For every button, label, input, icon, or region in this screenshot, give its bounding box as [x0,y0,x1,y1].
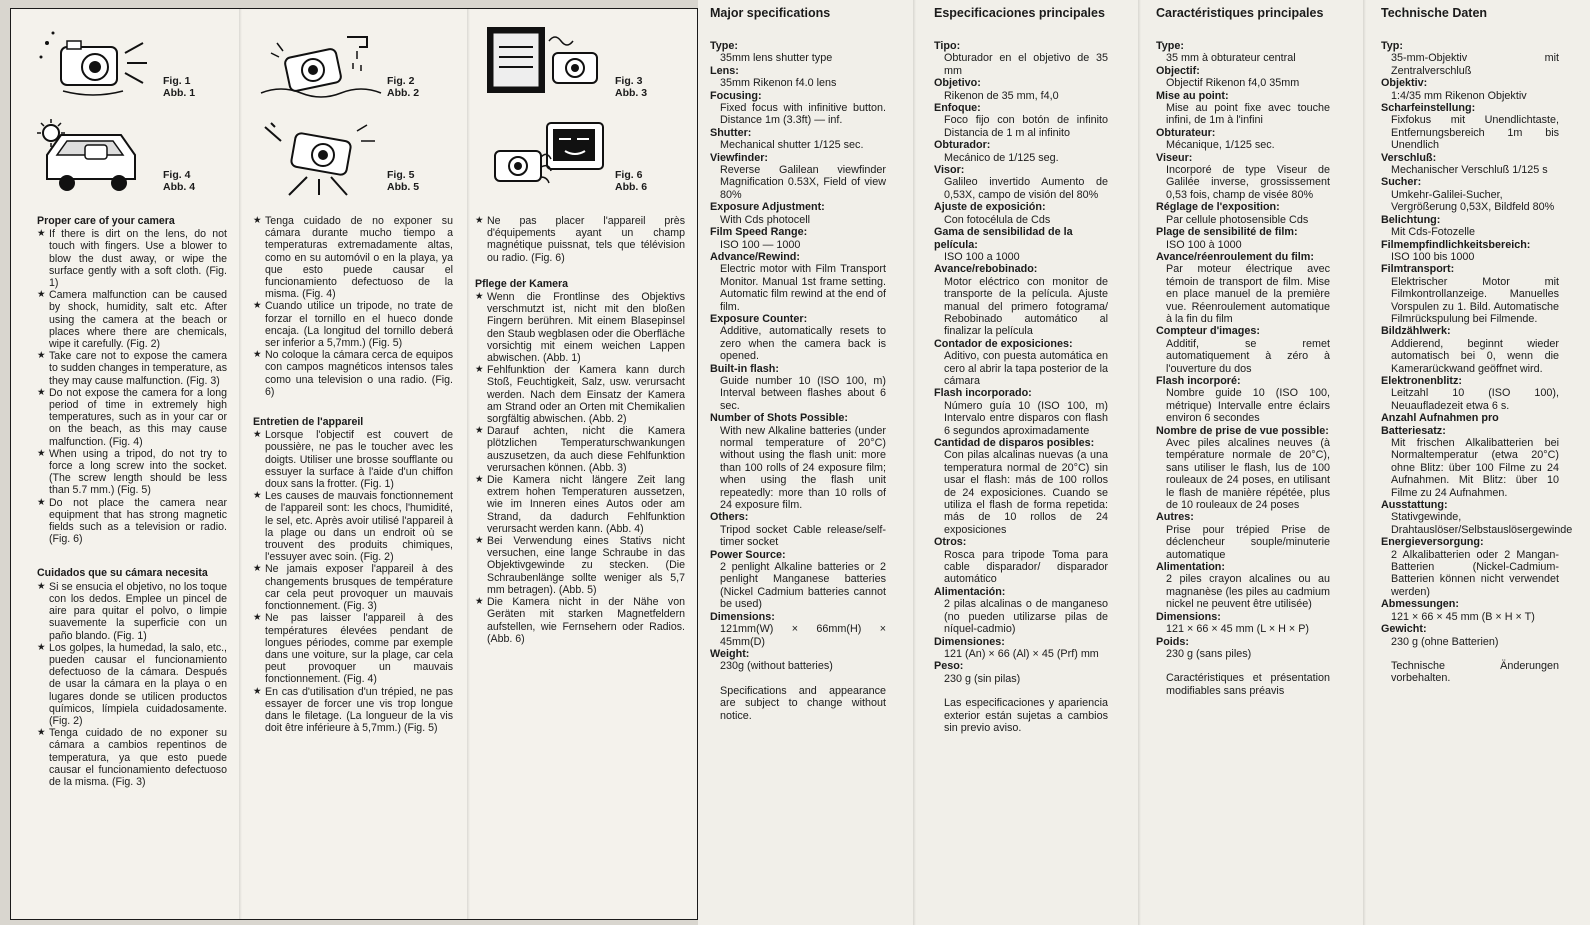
camera-magnetic-field-icon [485,117,611,197]
spec-row [710,549,886,611]
spec-row [1156,201,1330,226]
care-item: ★ Ne pas placer l'appareil près d'équipements ayant un champ magnétique puissnat, tels que télévision ou radio. (Fig. 6) [475,215,685,264]
spec-row [934,226,1108,263]
spec-row [1156,152,1330,202]
section-heading: Entretien de l'appareil [253,416,364,429]
care-item: ★ Los golpes, la humedad, la salo, etc., pueden causar el funcionamiento defectuoso de la cámara. Después de usar la cámara en la playa o en lugares donde se utilicen productos químicos, límpiela cuidadosamente. (Fig. 2) [37,642,227,727]
spec-value: Stativgewinde, Drahtauslöser/Selbstauslösergewinde [1391,511,1573,536]
spec-value: Additif, se remet automatiquement à zéro à l'ouverture du dos [1166,337,1330,375]
spec-label: Type: [1156,40,1184,52]
spec-value: 35mm Rikenon f4.0 lens [720,77,837,90]
spec-label: Power Source: [710,548,786,561]
spec-value: Fixfokus mit Unendlichtaste, Entfernungsbereich 1m bis Unendlich [1391,114,1559,152]
spec-label: Energieversorgung: [1381,536,1484,549]
figure-caption [615,169,647,193]
spec-row [934,387,1108,437]
spec-row [934,77,1108,102]
spec-label: Weight: [710,647,750,660]
spec-note: Las especificaciones y apariencia exterior están sujetas a cambios sin previo aviso. [944,697,1108,734]
spec-row [1381,412,1559,499]
figure-2 [239,17,449,111]
care-item: ★ Lorsque l'objectif est couvert de poussière, ne pas le toucher avec les doigts. Utiliser une brosse soufflante ou essuyer la surface à l'aide d'un chiffon doux sans la frotter. (Fig. 1) [253,429,453,490]
spec-label: Nombre de prise de vue possible: [1156,424,1329,437]
spec-label: Film Speed Range: [710,226,808,239]
spec-value: 121 × 66 × 45 mm (B × H × T) [1391,610,1535,623]
spec-label: Verschluß: [1381,151,1437,164]
spec-value: Mechanical shutter 1/125 sec. [720,139,864,152]
spec-row [1156,65,1330,90]
spec-label: Sucher: [1381,176,1422,189]
spec-value: Con pilas alcalinas nuevas (a una temperatura normal de 20°C) sin usar el flash: más de 100 rollos de 24 exposiciones. Cuando se utiliza el flash de forma repetida: más de 10 rollos de 24 exposiciones [944,449,1108,536]
spec-row [934,536,1108,586]
spec-row [1156,561,1330,611]
care-column-1 [37,215,227,802]
spec-value: 121mm(W) × 66mm(H) × 45mm(D) [720,623,886,648]
spec-label: Obturateur: [1156,126,1216,139]
spec-value: Mécanique, 1/125 sec. [1166,139,1275,152]
spec-label: Avance/réenroulement du film: [1156,250,1314,263]
care-item: ★ Ne pas laisser l'appareil à des températures élevées pendant de longues périodes, comme par exemple dans une voiture, sur la plage, car cela peut provoquer un mauvais fonctionnement. (Fig. 4) [253,612,453,685]
fold-line [913,0,916,925]
spec-column-en [710,6,886,722]
spec-label: Ausstattung: [1381,499,1448,512]
spec-row [1156,375,1330,425]
spec-label: Peso: [934,660,964,673]
figure-label: Fig. 2 [387,75,415,87]
spec-value: Tripod socket Cable release/self-timer socket [720,523,886,549]
spec-label: Bildzählwerk: [1381,325,1451,338]
spec-label: Flash incorporé: [1156,374,1241,387]
section-heading: Cuidados que su cámara necesita [37,567,208,580]
spec-label: Tipo: [934,40,961,52]
spec-label: Flash incorporado: [934,387,1032,400]
spec-label: Compteur d'images: [1156,325,1260,338]
spec-value: 1:4/35 mm Rikenon Objektiv [1391,89,1527,102]
spec-row [1156,90,1330,127]
spec-label: Mise au point: [1156,89,1229,102]
spec-row [710,65,886,90]
spec-value: 2 piles crayon alcalines ou au magnanèse (les piles au cadmium nickel ne peuvent être utilisée) [1166,573,1330,611]
spec-value: Prise pour trépied Prise de déclencheur souple/minuterie automatique [1166,523,1330,561]
spec-value: Mise au point fixe avec touche infini, de 1m à l'infini [1166,102,1330,127]
spec-label: Cantidad de disparos posibles: [934,437,1095,449]
spec-label: Contador de exposiciones: [934,337,1073,350]
figure-4 [15,111,225,205]
camera-water-icon [257,23,383,103]
spec-value: Rikenon de 35 mm, f4,0 [944,89,1059,102]
spec-row [1381,375,1559,412]
spec-value: 2 pilas alcalinas o de manganeso (no pueden utilizarse pilas de níquel-cadmio) [944,598,1108,636]
spec-label: Dimensions: [1156,610,1221,623]
figure-sublabel: Abb. 1 [163,87,196,99]
spec-note: Technische Änderungen vorbehalten. [1391,659,1559,685]
figure-caption [163,75,195,99]
spec-value: Rosca para tripode Toma para cable disparador/ disparador automático [944,548,1108,586]
spec-value: With Cds photocell [720,213,811,226]
spec-label: Filmempfindlichkeitsbereich: [1381,238,1531,251]
spec-list [1381,40,1573,648]
spec-value: Fixed focus with infinitive button. Distance 1m (3.3ft) — inf. [720,102,886,127]
figure-5 [239,111,449,205]
spec-label: Objektiv: [1381,77,1428,90]
care-item: ★ En cas d'utilisation d'un trépied, ne pas essayer de forcer une vis trop longue dans le filetage. (La longueur de la vis doit être inférieure à 5,7mm.) (Fig. 5) [253,686,453,735]
care-item: ★ Camera malfunction can be caused by shock, humidity, salt etc. After using the camera at the beach or places where there are chemicals, wipe it carefully. (Fig. 2) [37,289,227,350]
spec-value: Galileo invertido Aumento de 0,53X, campo de visión del 80% [944,176,1108,201]
section-heading: Pflege der Kamera [475,277,569,290]
spec-value: Foco fijo con botón de infinito Distancia de 1 m al infinito [944,114,1108,139]
spec-column-es [934,6,1108,734]
figure-label: Fig. 3 [615,75,643,87]
spec-label: Alimentación: [934,585,1006,598]
spec-row [1381,239,1559,264]
spec-value: Addierend, beginnt wieder automatisch bei 0, wenn die Kamerarückwand geöffnet wird. [1391,337,1559,375]
spec-value: 230g (without batteries) [720,660,833,673]
spec-row [1381,623,1559,648]
spec-value: 35mm lens shutter type [720,52,833,65]
spec-value: Leitzahl 10 (ISO 100), Neuaufladezeit etwa 6 s. [1391,387,1559,412]
care-item: ★ Si se ensucia el objetivo, no los toque con los dedos. Emplee un pincel de aire para quitar el polvo, o limpie suavemente la superficie con un paño blando. (Fig. 1) [37,581,227,642]
spec-value: 35-mm-Objektiv mit Zentralverschluß [1391,52,1559,77]
spec-row [1381,325,1559,375]
specifications-panel [698,0,1590,925]
spec-row [934,338,1108,388]
spec-label: Focusing: [710,89,762,102]
spec-value: Incorporé de type Viseur de Galilée inverse, grossissement 0,53 fois, champ de visée 80% [1166,164,1330,201]
spec-heading: Especificaciones principales [934,6,1105,20]
spec-value: Mecánico de 1/125 seg. [944,151,1059,164]
spec-row [934,201,1108,226]
spec-value: Número guía 10 (ISO 100, m) Intervalo entre disparos con flash 6 segundos aproximadamente [944,399,1108,437]
spec-row [710,152,886,202]
section-heading: Proper care of your camera [37,215,175,227]
figure-label: Fig. 5 [387,169,415,181]
fold-line [1363,0,1366,925]
figure-caption [615,75,647,99]
figure-caption [163,169,195,193]
spec-label: Dimensions: [710,610,775,623]
spec-row [934,437,1108,536]
spec-value: 2 penlight Alkaline batteries or 2 penlight Manganese batteries (Nickel Cadmium batteries cannot be used) [720,561,886,611]
spec-value: 230 g (sin pilas) [944,672,1021,685]
spec-value: Objectif Rikenon f4,0 35mm [1166,77,1300,90]
spec-label: Objectif: [1156,64,1200,77]
spec-row [1156,226,1330,251]
spec-value: ISO 100 — 1000 [720,238,801,251]
care-item: ★ Wenn die Frontlinse des Objektivs verschmutzt ist, nicht mit den bloßen Fingern berühren. Mit einem Blasepinsel den Staub wegblasen oder die Oberfläche vorsichtig mit einem weichen Lappen abwischen. (Abb. 1) [475,291,685,364]
spec-label: Type: [710,40,738,52]
spec-label: Viseur: [1156,151,1193,164]
spec-label: Dimensiones: [934,635,1005,648]
spec-value: Avec piles alcalines neuves (à température normale de 20°C), sans utiliser le flash, lus de 100 rouleaux de 24 poses, en utilisant le flash de manière répétée, plus de 10 rouleaux de 24 poses [1166,437,1330,512]
spec-row [710,611,886,648]
spec-row [1156,636,1330,661]
spec-row [1381,77,1559,102]
spec-label: Shutter: [710,126,752,139]
figure-label: Fig. 4 [163,169,191,181]
spec-label: Poids: [1156,635,1189,648]
spec-row [1381,263,1559,325]
spec-value: 230 g (ohne Batterien) [1391,635,1499,648]
spec-label: Alimentation: [1156,561,1225,574]
spec-row [934,102,1108,139]
care-item: ★ Bei Verwendung eines Stativs nicht versuchen, eine lange Schraube in das Objektivgewinde zu stecken. (Die Schraubenlänge sollte weniger als 5,7 mm betragen). (Abb. 5) [475,535,685,596]
spec-value: Motor eléctrico con monitor de transporte de la película. Ajuste manual del primero fotograma/ Rebobinado automático al finalizar la película [944,275,1108,338]
spec-label: Lens: [710,64,739,77]
spec-row [1381,536,1559,598]
care-section-es-cont [253,215,453,398]
spec-row [1381,102,1559,152]
spec-value: ISO 100 bis 1000 [1391,250,1475,263]
spec-value: 121 × 66 × 45 mm (L × H × P) [1166,623,1310,636]
spec-row [1156,611,1330,636]
spec-row [934,660,1108,685]
spec-label: Exposure Adjustment: [710,201,825,214]
spec-value: 35 mm à obturateur central [1166,52,1296,65]
care-item: ★ Die Kamera nicht in der Nähe von Geräten mit starken Magnetfeldern aufstellen, wie Fernsehern oder Radios. (Abb. 6) [475,596,685,645]
spec-note: Specifications and appearance are subject to change without notice. [720,684,886,722]
spec-label: Number of Shots Possible: [710,412,848,425]
spec-row [1381,214,1559,239]
care-item: ★ Fehlfunktion der Kamera kann durch Stoß, Feuchtigkeit, Salz, usw. verursacht werden. Nach dem Einsatz der Kamera am Strand oder an Orten mit Chemikalien sorgfältig abwischen. (Abb. 2) [475,364,685,425]
spec-row [710,511,886,548]
spec-row [1156,127,1330,152]
spec-row [1381,176,1559,213]
care-item: ★ Do not expose the camera for a long period of time in extremely high temperatures, such as in your car or on the beach, as this may cause malfunction. (Fig. 4) [37,387,227,448]
spec-value: 230 g (sans piles) [1166,647,1252,660]
spec-label: Enfoque: [934,102,981,115]
camera-tripod-screw-icon [257,117,383,197]
spec-value: ISO 100 a 1000 [944,250,1020,263]
spec-label: Avance/rebobinado: [934,263,1038,276]
care-item: ★ No coloque la cámara cerca de equipos con campos magnéticos intensos tales como una television o una radio. (Fig. 6) [253,349,453,398]
figure-caption [387,169,419,193]
camera-dust-icon [33,23,159,103]
care-section-en [37,215,227,545]
figure-caption [387,75,419,99]
care-section-es [37,567,227,788]
spec-value: Con fotocélula de Cds [944,213,1051,226]
spec-row [934,139,1108,164]
spec-value: Par cellule photosensible Cds [1166,213,1309,226]
care-item: ★ Take care not to expose the camera to sudden changes in temperature, as they may cause malfunction. (Fig. 3) [37,350,227,387]
spec-note: Caractéristiques et présentation modifiables sans préavis [1166,672,1330,697]
figure-sublabel: Abb. 6 [615,181,648,193]
spec-value: Obturador en el objetivo de 35 mm [944,52,1108,77]
fold-line [1138,0,1141,925]
spec-value: 121 (An) × 66 (Al) × 45 (Prf) mm [944,647,1099,660]
spec-row [710,226,886,251]
spec-row [710,127,886,152]
care-item: ★ Ne jamais exposer l'appareil à des changements brusques de température car cela peut provoquer un mauvais fonctionnement. (Fig. 3) [253,563,453,612]
spec-row [710,363,886,413]
spec-value: Aditivo, con puesta automática en cero al abrir la tapa posterior de la cámara [944,350,1108,387]
figure-1 [15,17,225,111]
figure-3 [467,17,677,111]
care-item: ★ Tenga cuidado de no exponer su cámara durante mucho tiempo a temperaturas extremadamente altas, como en su automóvil o en la playa, ya que esto puede causar el funcionamiento defectuoso de la misma. (Fig. 4) [253,215,453,300]
care-column-3 [475,215,685,659]
care-item: ★ If there is dirt on the lens, do not touch with fingers. Use a blower to blow the dust away, or wipe the surface gently with a soft cloth. (Fig. 1) [37,228,227,289]
spec-row [710,40,886,65]
spec-label: Advance/Rewind: [710,250,800,263]
spec-label: Belichtung: [1381,213,1441,226]
care-section-fr-cont [475,215,685,264]
spec-label: Gama de sensibilidad de la película: [934,226,1073,251]
spec-row [934,40,1108,77]
spec-value: Guide number 10 (ISO 100, m) Interval between flashes about 6 sec. [720,374,886,412]
spec-value: Mit frischen Alkalibatterien bei Normaltemperatur (etwa 20°C) ohne Blitz: über 100 Filme zu 24 Aufnahmen. Mit Blitz: über 10 Filme zu 24 Aufnahmen. [1391,437,1559,499]
spec-heading: Major specifications [710,6,831,20]
spec-label: Obturador: [934,139,991,152]
spec-row [1381,152,1559,177]
spec-label: Réglage de l'exposition: [1156,201,1280,214]
spec-row [934,263,1108,337]
care-panel [10,8,698,920]
spec-row [1381,40,1559,77]
care-item: ★ When using a tripod, do not try to force a long screw into the socket. (The screw length should be less than 5.7 mm.) (Fig. 5) [37,448,227,497]
spec-row [934,586,1108,636]
spec-label: Filmtransport: [1381,263,1455,276]
spec-value: 2 Alkalibatterien oder 2 Mangan-Batterien (Nickel-Cadmium-Batterien können nicht verwendet werden) [1391,548,1559,598]
spec-list [934,40,1108,685]
spec-row [710,313,886,363]
spec-label: Viewfinder: [710,151,768,164]
spec-value: Umkehr-Galilei-Sucher, Vergrößerung 0,53X, Bildfeld 80% [1391,188,1555,214]
spec-row [1381,598,1559,623]
spec-row [710,251,886,313]
spec-value: With new Alkaline batteries (under normal temperature of 20°C) without using the flash unit: more than 100 rolls of 24 exposure film; when using the flash unit repeatedly: more than 10 rolls of 24 exposure film. [720,424,886,512]
spec-column-de [1381,6,1573,685]
care-item: ★ Die Kamera nicht längere Zeit lang extrem hohen Temperaturen aussetzen, wie im Inneren eines Autos oder am Strand, da dadurch Fehlfunktion verursacht werden kann. (Abb. 4) [475,474,685,535]
figure-sublabel: Abb. 5 [387,181,420,193]
spec-heading: Caractéristiques principales [1156,6,1324,20]
care-column-2 [253,215,453,748]
spec-value: Electric motor with Film Transport Monitor. Manual 1st frame setting. Automatic film rewind at the end of film. [720,263,886,313]
spec-label: Anzahl Aufnahmen pro Batteriesatz: [1381,412,1499,437]
spec-label: Elektronenblitz: [1381,374,1462,387]
spec-label: Others: [710,511,749,524]
care-section-fr [253,416,453,734]
figure-label: Fig. 1 [163,75,191,87]
spec-row [710,412,886,511]
spec-row [934,164,1108,201]
care-item: ★ Darauf achten, nicht die Kamera plötzlichen Temperaturschwankungen auszusetzen, da auch diese Fehlfunktion verursachen können. (Abb. 3) [475,425,685,474]
spec-row [934,636,1108,661]
spec-label: Exposure Counter: [710,312,808,325]
figure-sublabel: Abb. 4 [163,181,196,193]
spec-row [1156,511,1330,561]
spec-list [1156,40,1330,660]
spec-value: Reverse Galilean viewfinder Magnification 0.53X, Field of view 80% [720,164,886,201]
spec-row [710,90,886,127]
camera-heat-icon [485,23,611,103]
spec-row [1156,425,1330,512]
care-item: ★ Les causes de mauvais fonctionnement de l'appareil sont: les chocs, l'humidité, le sel, etc. Après avoir utilisé l'appareil à la plage ou dans un endroit où se trouvent des produits chimiques, l'essuyer avec soin. (Fig. 2) [253,490,453,563]
spec-row [1156,40,1330,65]
spec-heading: Technische Daten [1381,6,1488,20]
spec-row [1381,499,1573,536]
care-section-de [475,278,685,645]
spec-label: Autres: [1156,511,1194,524]
figure-6 [467,111,677,205]
spec-value: Mechanischer Verschluß 1/125 s [1391,164,1548,177]
spec-row [1156,325,1330,375]
spec-value: Par moteur électrique avec témoin de transport de film. Mise en place manuel de la première vue. Réenroulement automatique à la fin du film [1166,263,1330,325]
spec-value: Mit Cds-Fotozelle [1391,226,1475,239]
spec-value: Elektrischer Motor mit Filmkontrollanzeige. Manuelles Vorspulen zu 1. Bild. Automatische Filmrückspulung bei Filmende. [1391,275,1559,325]
spec-label: Visor: [934,164,965,177]
spec-value: Additive, automatically resets to zero when the camera back is opened. [720,325,886,363]
spec-label: Plage de sensibilité de film: [1156,226,1298,239]
spec-value: Nombre guide 10 (ISO 100, métrique) Intervalle entre éclairs environ 6 secondes [1166,387,1330,425]
spec-label: Built-in flash: [710,362,779,375]
spec-label: Scharfeinstellung: [1381,102,1476,115]
spec-label: Abmessungen: [1381,598,1459,611]
spec-label: Gewicht: [1381,623,1427,636]
spec-column-fr [1156,6,1330,697]
figure-sublabel: Abb. 2 [387,87,420,99]
figure-sublabel: Abb. 3 [615,87,648,99]
spec-label: Typ: [1381,40,1403,52]
care-item: ★ Cuando utilice un tripode, no trate de forzar el tornillo en el hueco donde encaja. (La longitud del tornillo deberá ser inferior a 5,7mm.) (Fig. 5) [253,300,453,349]
spec-row [1156,251,1330,325]
spec-list [710,40,886,673]
care-item: ★ Do not place the camera near equipment that has strong magnetic fields such as a television or radio. (Fig. 6) [37,497,227,546]
spec-label: Objetivo: [934,77,981,90]
spec-value: ISO 100 à 1000 [1166,238,1242,251]
spec-label: Ajuste de exposición: [934,201,1046,214]
camera-car-sun-icon [33,117,159,197]
care-item: ★ Tenga cuidado de no exponer su cámara a cambios repentinos de temperatura, ya que esto puede causar el funcionamiento defectuoso de la misma. (Fig. 3) [37,727,227,788]
figure-label: Fig. 6 [615,169,643,181]
spec-row [710,201,886,226]
spec-row [710,648,886,673]
spec-label: Otros: [934,536,967,549]
